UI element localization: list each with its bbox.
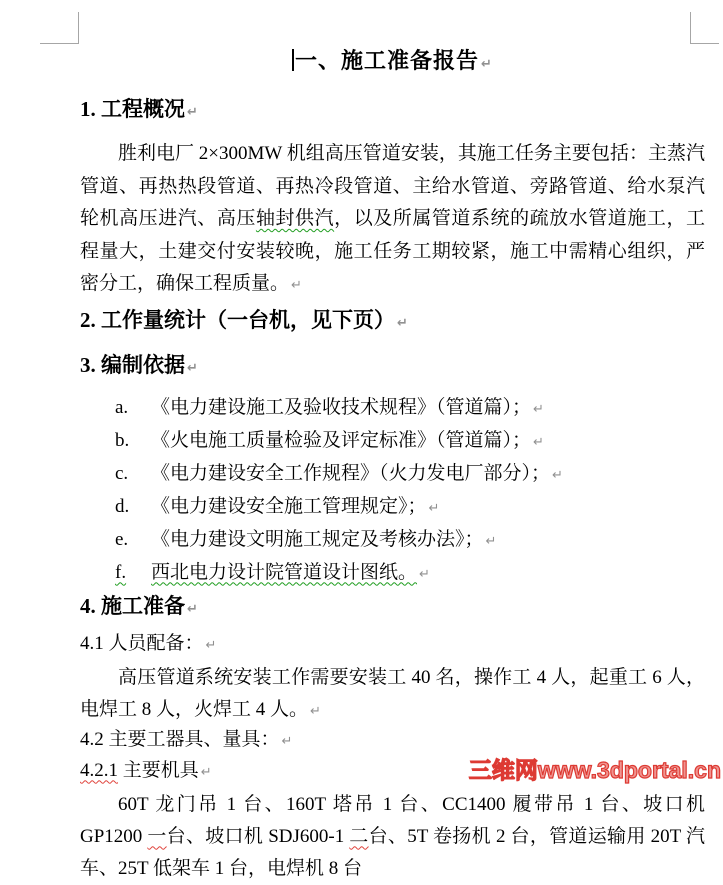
paragraph-machinery (80, 789, 705, 885)
reference-list (80, 392, 705, 590)
heading-text: 1. 工程概况 (80, 97, 185, 121)
pilcrow-mark: ↵ (481, 56, 493, 71)
heading-text: 2. 工作量统计（一台机，见下页） (80, 307, 395, 332)
pilcrow-mark: ↵ (419, 565, 430, 581)
paragraph-text: 高压管道系统安装工作需要安装工 40 名，操作工 4 人，起重工 6 人，电焊工 8 人，火焊工 4 人。 (80, 666, 705, 720)
paragraph-personnel (80, 662, 705, 727)
text-cursor (292, 49, 294, 71)
list-item (80, 458, 705, 491)
pilcrow-mark: ↵ (552, 466, 563, 482)
pilcrow-mark: ↵ (281, 732, 293, 748)
heading-text: 4. 施工准备 (80, 593, 185, 618)
list-item-label: c. (115, 462, 129, 484)
pilcrow-mark: ↵ (187, 104, 198, 119)
heading-compilation-basis (80, 351, 705, 382)
grammar-flagged-text: 轴封供汽 (255, 208, 335, 229)
list-item (80, 524, 705, 557)
subheading-text: 4.2 主要工器具、量具： (80, 728, 280, 750)
list-item-label: b. (115, 429, 130, 451)
pilcrow-mark: ↵ (397, 314, 408, 330)
list-item (80, 392, 705, 425)
watermark: 三维网www.3dportal.cn (468, 757, 721, 783)
list-item-text: 《电力建设施工及验收技术规程》（管道篇）； (151, 396, 532, 418)
pilcrow-mark: ↵ (310, 702, 321, 718)
list-item-label: d. (115, 495, 130, 517)
spelling-flagged-text: 一 (147, 825, 167, 847)
paragraph-text: ，以及所属管道系统的疏放水管道施工，工程量大，土建交付安装较晚，施工任务工期较紧，施工中需精心组织，严密分工，确保工程质量。 (80, 208, 705, 294)
pilcrow-mark: ↵ (291, 277, 302, 292)
margin-mark-top-left-icon (40, 12, 79, 44)
pilcrow-mark: ↵ (533, 433, 544, 449)
document-title (80, 46, 705, 79)
paragraph-text: 台、坡口机 SDJ600-1 (166, 825, 350, 847)
paragraph-project-overview (80, 138, 705, 302)
pilcrow-mark: ↵ (205, 636, 217, 652)
subheading-personnel (80, 631, 705, 658)
spelling-flagged-text: 4.2.1 (80, 759, 118, 781)
list-item-text: 《火电施工质量检验及评定标准》（管道篇）； (151, 429, 532, 451)
subheading-text: 主要机具 (118, 759, 199, 781)
document-title-text: 一、施工准备报告 (295, 48, 480, 73)
spelling-flagged-text: 二 (349, 825, 369, 847)
list-item (80, 557, 705, 590)
list-item (80, 491, 705, 524)
list-item-label: e. (115, 528, 129, 550)
subheading-text: 4.1 人员配备： (80, 632, 204, 654)
pilcrow-mark: ↵ (187, 600, 198, 616)
list-item-label: a. (115, 396, 129, 418)
pilcrow-mark: ↵ (485, 532, 497, 548)
pilcrow-mark: ↵ (187, 359, 198, 375)
heading-construction-preparation (80, 592, 705, 623)
pilcrow-mark: ↵ (428, 499, 440, 515)
paragraph-text: 60T 龙门吊 1 台、160T 塔吊 1 台、CC1400 履带吊 1 台、坡口机 GP1200 (80, 793, 705, 847)
list-item-text: 《电力建设安全工作规程》（火力发电厂部分）； (151, 462, 551, 484)
list-item-label: f. (115, 561, 127, 583)
paragraph-text: 胜利电厂 2×300MW 机组高压管道安装，其施工任务主要包括：主蒸汽管道、再热热段管道、再热冷段管道、主给水管道、旁路管道、给水泵汽轮机高压进汽、高压 (80, 143, 705, 229)
pilcrow-mark: ↵ (200, 763, 212, 779)
list-item (80, 425, 705, 458)
heading-project-overview (80, 95, 705, 126)
pilcrow-mark: ↵ (533, 400, 544, 416)
paragraph-text: 台、5T 卷扬机 2 台，管道运输用 20T 汽车、25T 低架车 1 台，电焊机 8 台 (80, 825, 705, 879)
grammar-flagged-text: 西北电力设计院管道设计图纸。 (151, 561, 418, 583)
subheading-tools (80, 727, 705, 754)
list-item-text: 《电力建设文明施工规定及考核办法》； (151, 528, 484, 550)
heading-workload-statistics (80, 306, 705, 337)
list-item-text: 《电力建设安全施工管理规定》； (151, 495, 427, 517)
heading-text: 3. 编制依据 (80, 352, 185, 377)
